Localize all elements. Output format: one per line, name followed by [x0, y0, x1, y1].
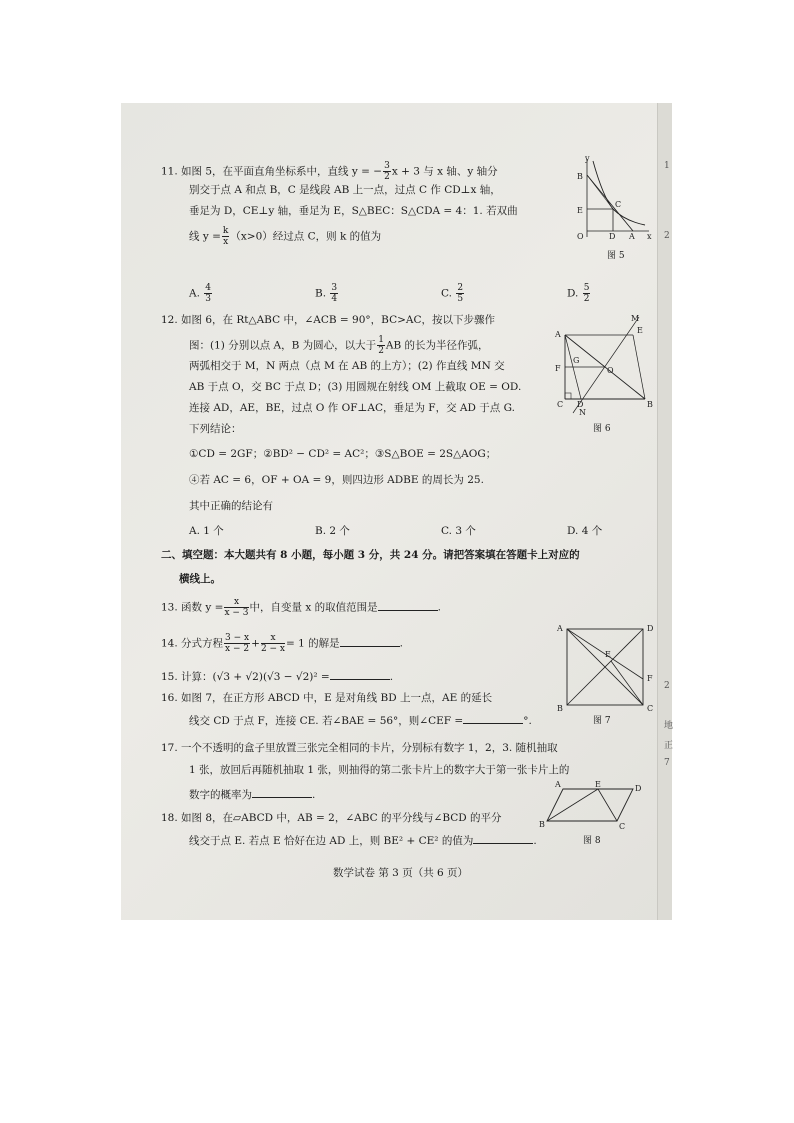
q12-option-d: D. 4 个	[567, 525, 603, 537]
q12-line1: 12. 如图 6，在 Rt△ABC 中，∠ACB = 90°，BC>AC，按以下步骤作	[161, 314, 496, 326]
q12-line6: 下列结论：	[189, 423, 242, 435]
q17-line1: 17. 一个不透明的盒子里放置三张完全相同的卡片，分别标有数字 1，2，3. 随机抽取	[161, 742, 558, 754]
svg-text:x: x	[647, 232, 652, 241]
figure-7-caption: 图 7	[593, 716, 611, 726]
margin-mark: 1	[664, 161, 670, 171]
q12-option-c: C. 3 个	[441, 525, 476, 537]
q16-line1: 16. 如图 7，在正方形 ABCD 中，E 是对角线 BD 上一点，AE 的延长	[161, 692, 493, 704]
svg-text:E: E	[595, 780, 601, 789]
svg-text:B: B	[577, 172, 583, 181]
q11-line2: 别交于点 A 和点 B，C 是线段 AB 上一点，过点 C 作 CD⊥x 轴，	[189, 184, 501, 196]
svg-text:B: B	[557, 704, 563, 713]
margin-mark: 2	[664, 231, 670, 241]
q11-line3: 垂足为 D，CE⊥y 轴，垂足为 E，S△BEC：S△CDA = 4：1. 若双曲	[189, 205, 518, 217]
q16-line2: 线交 CD 于点 F，连接 CE. 若∠BAE = 56°，则∠CEF = °.	[189, 715, 532, 727]
q18-line1: 18. 如图 8，在▱ABCD 中，AB = 2，∠ABC 的平分线与∠BCD 的平分	[161, 812, 502, 824]
q11-option-d: D. $\frac{5}{2}$	[567, 283, 590, 304]
svg-text:B: B	[539, 820, 545, 829]
adjacent-page-strip	[658, 103, 672, 920]
svg-text:A: A	[555, 780, 561, 789]
svg-text:A: A	[557, 624, 563, 633]
svg-text:C: C	[615, 200, 622, 209]
q12-line3: 两弧相交于 M，N 两点（点 M 在 AB 的上方）；(2) 作直线 MN 交	[189, 360, 505, 372]
figure-8-caption: 图 8	[583, 836, 601, 846]
q11-option-b: B. $\frac{3}{4}$	[315, 283, 338, 304]
svg-text:E: E	[605, 650, 611, 659]
q13-answer-blank	[378, 600, 438, 611]
q12-line9: 其中正确的结论有	[189, 500, 273, 512]
section-2-heading-line1: 二、填空题：本大题共有 8 小题，每小题 3 分，共 24 分。请把答案填在答题卡上对应的	[161, 549, 580, 561]
page-footer: 数学试卷 第 3 页（共 6 页）	[333, 867, 469, 879]
q14: 14. 分式方程 $\frac{3 - x}{x - 2}$ + $\frac{x}{2 - x}$ = 1 的解是 .	[161, 633, 404, 654]
svg-text:D: D	[635, 784, 642, 793]
svg-text:D: D	[609, 232, 616, 241]
svg-text:A: A	[629, 232, 635, 241]
margin-mark: 正	[664, 741, 674, 751]
q18-line2: 线交于点 E. 若点 E 恰好在边 AD 上，则 BE² + CE² 的值为 .	[189, 835, 537, 847]
q12-option-a: A. 1 个	[189, 525, 224, 537]
svg-text:G: G	[573, 356, 580, 365]
figure-8	[539, 779, 643, 833]
svg-text:F: F	[555, 364, 561, 373]
q17-line2: 1 张，放回后再随机抽取 1 张，则抽得的第二张卡片上的数字大于第一张卡片上的	[189, 764, 570, 776]
q11-line4: 线 y = $\frac{k}{x}$ （x>0）经过点 C，则 k 的值为	[189, 226, 382, 247]
svg-text:F: F	[647, 674, 653, 683]
q12-line5: 连接 AD，AE，BE，过点 O 作 OF⊥AC，垂足为 F，交 AD 于点 G.	[189, 402, 515, 414]
q15-answer-blank	[330, 669, 390, 680]
svg-text:C: C	[619, 822, 626, 831]
svg-text:E: E	[577, 206, 583, 215]
margin-mark: 2	[664, 681, 670, 691]
q17-line3: 数字的概率为 .	[189, 789, 316, 801]
q15: 15. 计算：(√3 + √2)(√3 − √2)² = .	[161, 671, 394, 683]
section-2-heading-line2: 横线上。	[179, 573, 221, 585]
svg-text:D: D	[647, 624, 654, 633]
figure-6-caption: 图 6	[593, 424, 611, 434]
q12-line7: ①CD = 2GF；②BD² − CD² = AC²；③S△BOE = 2S△AOG；	[189, 448, 497, 460]
svg-text:E: E	[637, 326, 643, 335]
q12-option-b: B. 2 个	[315, 525, 350, 537]
q11-option-a: A. $\frac{4}{3}$	[189, 283, 211, 304]
margin-mark: 7	[664, 758, 670, 768]
q13: 13. 函数 y = $\frac{x}{x - 3}$ 中，自变量 x 的取值范围是 .	[161, 597, 441, 618]
scanned-exam-page	[121, 103, 672, 920]
q12-line4: AB 于点 O，交 BC 于点 D；(3) 用圆规在射线 OM 上截取 OE = OD.	[189, 381, 522, 393]
svg-text:O: O	[577, 232, 584, 241]
q12-line8: ④若 AC = 6，OF + OA = 9，则四边形 ADBE 的周长为 25.	[189, 474, 484, 486]
q17-answer-blank	[252, 787, 312, 798]
svg-text:D: D	[577, 400, 584, 409]
margin-mark: 地	[664, 721, 674, 731]
svg-text:A: A	[555, 330, 561, 339]
q11-option-c: C. $\frac{2}{5}$	[441, 283, 464, 304]
svg-text:N: N	[579, 408, 586, 417]
svg-text:C: C	[647, 704, 654, 713]
q16-answer-blank	[463, 713, 523, 724]
svg-text:y: y	[585, 154, 590, 163]
svg-text:C: C	[557, 400, 564, 409]
figure-5	[573, 154, 653, 246]
figure-7	[557, 621, 657, 713]
figure-5-caption: 图 5	[607, 251, 625, 261]
svg-text:B: B	[647, 400, 653, 409]
q18-answer-blank	[473, 833, 533, 844]
svg-text:M: M	[631, 314, 640, 323]
q11-line1: 11. 如图 5，在平面直角坐标系中，直线 y = − $\frac{3}{2}$ x + 3 与 x 轴、y 轴分	[161, 161, 498, 182]
q14-answer-blank	[340, 636, 400, 647]
svg-text:O: O	[607, 366, 614, 375]
q12-line2: 图：(1) 分别以点 A，B 为圆心，以大于 $\frac{1}{2}$ AB 的长为半径作弧，	[189, 335, 489, 356]
figure-6	[553, 315, 653, 419]
